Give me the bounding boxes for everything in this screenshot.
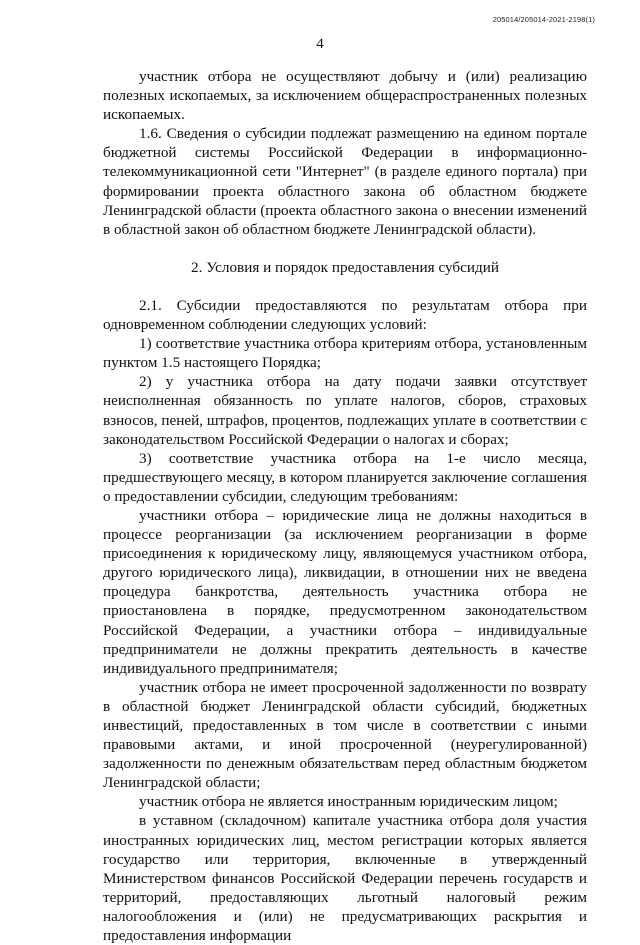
document-id: 205014/205014-2021-2198(1) — [492, 15, 595, 24]
paragraph-continuation: участник отбора не осуществляют добычу и (или) реализацию полезных ископаемых, за исключением общераспространенных полезных ископаемых. — [103, 68, 587, 124]
page-number: 4 — [316, 36, 324, 52]
paragraph-1-6: 1.6. Сведения о субсидии подлежат размещению на едином портале бюджетной системы Российской Федерации в информационно-телекоммуникационной сети "Интернет" (в разделе единого портала) при формировании проекта областного закона об областном бюджете Ленинградской области (проекта областного закона о внесении изменений в областной закон об областном бюджете Ленинградской области). — [103, 125, 587, 238]
paragraph-2-1: 2.1. Субсидии предоставляются по результатам отбора при одновременном соблюдении следующих условий: — [103, 296, 587, 334]
section-heading: 2. Условия и порядок предоставления субсидий — [191, 258, 499, 276]
requirement-reorganization: участники отбора – юридические лица не должны находиться в процессе реорганизации (за исключением реорганизации в форме присоединения к юридическому лицу, являющемуся участником отбора, другого юридического лица), ликвидации, в отношении них не введена процедура банкротства, деятельность участника отбора не приостановлена в порядке, предусмотренном законодательством Российской Федерации, а участники отбора – индивидуальные предприниматели не должны прекратить деятельность в качестве индивидуального предпринимателя; — [103, 506, 587, 677]
document-body — [103, 67, 587, 945]
requirement-foreign-entity: участник отбора не является иностранным юридическим лицом; — [139, 793, 558, 811]
condition-3: 3) соответствие участника отбора на 1-е число месяца, предшествующего месяцу, в котором планируется заключение соглашения о предоставлении субсидии, следующим требованиям: — [103, 449, 587, 505]
requirement-foreign-share: в уставном (складочном) капитале участника отбора доля участия иностранных юридических лиц, местом регистрации которых является государство или территория, включенные в утвержденный Министерством финансов Российской Федерации перечень государств и территорий, предоставляющих льготный налоговый режим налогообложения и (или) не предусматривающих раскрытия и предоставления информации — [103, 812, 587, 945]
requirement-debt: участник отбора не имеет просроченной задолженности по возврату в областной бюджет Ленинградской области субсидий, бюджетных инвестиций, предоставленных в том числе в соответствии с иными правовыми актами, и иной просроченной (неурегулированной) задолженности по денежным обязательствам перед областным бюджетом Ленинградской области; — [103, 678, 587, 792]
condition-1: 1) соответствие участника отбора критериям отбора, установленным пунктом 1.5 настоящего Порядка; — [103, 335, 587, 372]
condition-2: 2) у участника отбора на дату подачи заявки отсутствует неисполненная обязанность по уплате налогов, сборов, страховых взносов, пеней, штрафов, процентов, подлежащих уплате в соответствии с законодательством Российской Федерации о налогах и сборах; — [103, 373, 587, 448]
